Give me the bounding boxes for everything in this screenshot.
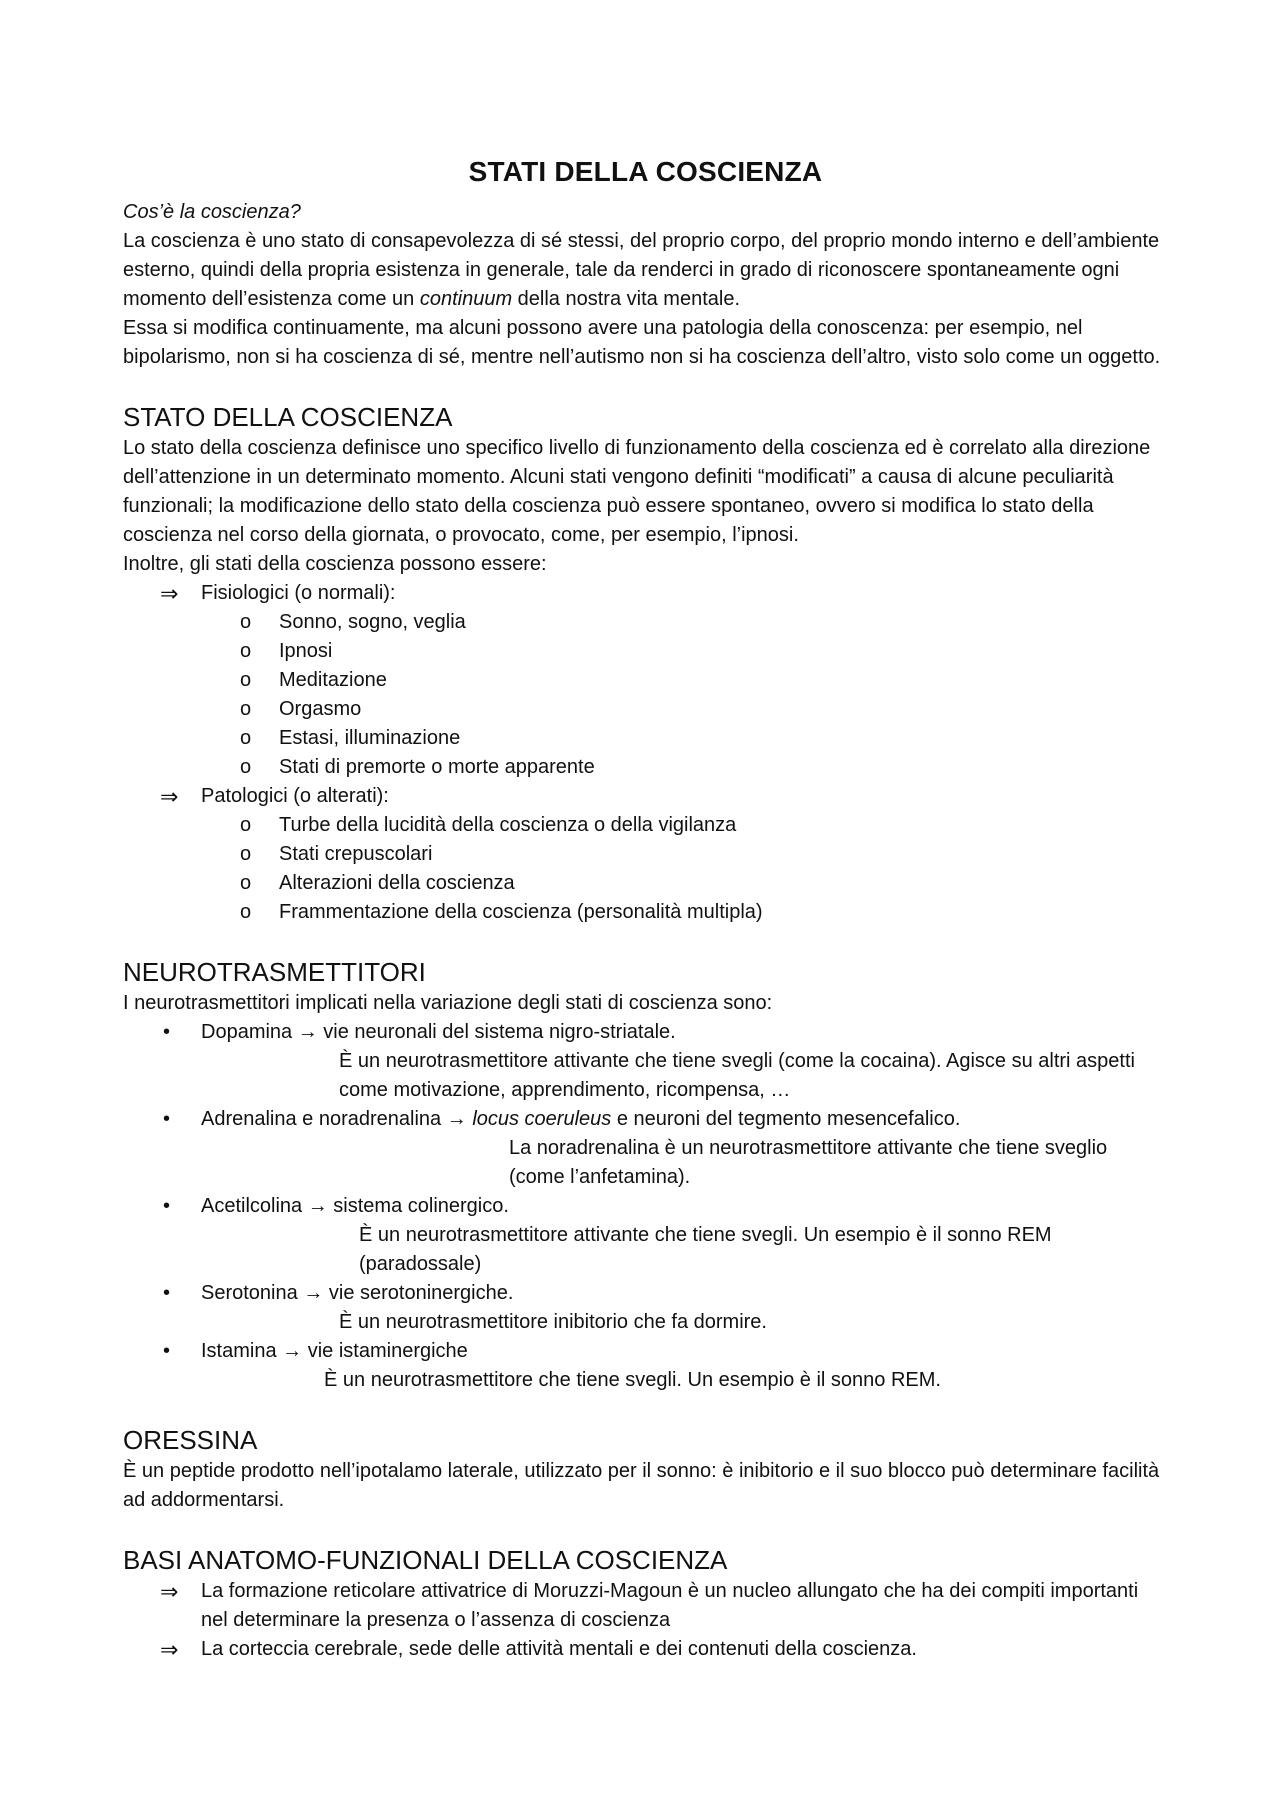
neuro-name: Serotonina [201, 1282, 298, 1304]
list-item-text: Turbe della lucidità della coscienza o della vigilanza [279, 814, 737, 836]
right-arrow-icon: → [297, 1021, 318, 1043]
intro-text: La coscienza è uno stato di consapevolezza di sé stessi, del proprio corpo, del proprio mondo interno e dell’ambiente esterno, quindi della propria esistenza in generale, tale da renderci in grado di riconoscere spontaneamente ogni momento dell’esistenza come un [123, 230, 1160, 310]
bullet-icon: • [163, 1021, 171, 1043]
double-arrow-icon: ⇒ [160, 1579, 179, 1604]
bullet-icon: • [163, 1108, 171, 1130]
stato-paragraph: Lo stato della coscienza definisce uno specifico livello di funzionamento della coscienza ed è correlato alla direzione dell’attenzione in un determinato momento. Alcuni stati vengono definiti “modificati” a causa di alcune peculiarità funzionali; la modificazione dello stato della coscienza può essere spontaneo, ovvero si modifica lo stato della coscienza nel corso della giornata, o provocato, come, per esempio, l’ipnosi. [123, 437, 1151, 546]
group-label: Fisiologici (o normali): [201, 582, 396, 604]
section-heading-neurotrasmettitori: NEUROTRASMETTITORI [123, 957, 426, 987]
circle-bullet-icon: o [240, 611, 252, 633]
neuro-detail: È un neurotrasmettitore attivante che tiene svegli (come la cocaina). Agisce su altri aspetti come motivazione, apprendimento, ricompensa, … [339, 1050, 1135, 1101]
neuro-name: Istamina [201, 1340, 277, 1362]
neuro-pathway-emphasis: locus coeruleus [472, 1108, 612, 1130]
neuro-detail: È un neurotrasmettitore inibitorio che fa dormire. [339, 1311, 767, 1333]
circle-bullet-icon: o [240, 872, 252, 894]
page-title: STATI DELLA COSCIENZA [468, 156, 823, 187]
list-item-text: Stati crepuscolari [279, 843, 433, 865]
section-heading-oressina: ORESSINA [123, 1425, 258, 1455]
list-item-text: Orgasmo [279, 698, 362, 720]
group-fisiologici [123, 579, 1168, 608]
neuro-detail: È un neurotrasmettitore attivante che tiene svegli. Un esempio è il sonno REM (paradossale) [359, 1224, 1052, 1275]
stato-groups [123, 579, 1168, 927]
list-item [123, 666, 1168, 695]
circle-bullet-icon: o [240, 727, 252, 749]
neuro-item-dopamina [123, 1018, 1168, 1105]
neuro-item-acetilcolina [123, 1192, 1168, 1279]
neuro-pathway: vie serotoninergiche. [328, 1282, 514, 1304]
list-item [123, 608, 1168, 637]
section-heading-basi: BASI ANATOMO-FUNZIONALI DELLA COSCIENZA [123, 1545, 728, 1575]
list-item-text: Alterazioni della coscienza [279, 872, 515, 894]
neuro-item-serotonina [123, 1279, 1168, 1337]
list-item-text: Sonno, sogno, veglia [279, 611, 466, 633]
right-arrow-icon: → [307, 1195, 328, 1217]
list-item-text: La formazione reticolare attivatrice di Moruzzi-Magoun è un nucleo allungato che ha dei compiti importanti nel determinare la presenza o l’assenza di coscienza [201, 1580, 1139, 1631]
intro-text-end: della nostra vita mentale. [512, 288, 741, 310]
circle-bullet-icon: o [240, 901, 252, 923]
intro-emphasis: continuum [419, 288, 513, 310]
neuro-pathway: vie istaminergiche [307, 1340, 468, 1362]
neuro-pathway: sistema colinergico. [333, 1195, 509, 1217]
list-item [123, 753, 1168, 782]
intro-paragraph-1 [123, 227, 1168, 314]
neuro-name: Acetilcolina [201, 1195, 303, 1217]
neuro-name: Dopamina [201, 1021, 293, 1043]
neuro-pathway: vie neuronali del sistema nigro-striatale. [323, 1021, 676, 1043]
list-item [123, 1577, 1168, 1635]
neuro-list [123, 1018, 1168, 1395]
neuro-detail: La noradrenalina è un neurotrasmettitore attivante che tiene sveglio (come l’anfetamina). [509, 1137, 1108, 1188]
group-patologici [123, 782, 1168, 811]
list-item [123, 637, 1168, 666]
list-item [123, 840, 1168, 869]
stato-lead: Inoltre, gli stati della coscienza possono essere: [123, 553, 547, 575]
neuro-pathway: e neuroni del tegmento mesencefalico. [611, 1108, 961, 1130]
double-arrow-icon: ⇒ [160, 581, 179, 606]
neuro-item-adrenalina [123, 1105, 1168, 1192]
bullet-icon: • [163, 1282, 171, 1304]
bullet-icon: • [163, 1340, 171, 1362]
list-item-text: Meditazione [279, 669, 387, 691]
section-heading-stato: STATO DELLA COSCIENZA [123, 402, 453, 432]
list-item [123, 869, 1168, 898]
list-item-text: Ipnosi [279, 640, 333, 662]
list-item-text: Frammentazione della coscienza (personalità multipla) [279, 901, 763, 923]
double-arrow-icon: ⇒ [160, 784, 179, 809]
list-item-text: Stati di premorte o morte apparente [279, 756, 595, 778]
group-label: Patologici (o alterati): [201, 785, 389, 807]
neuro-lead: I neurotrasmettitori implicati nella variazione degli stati di coscienza sono: [123, 992, 773, 1014]
right-arrow-icon: → [446, 1108, 467, 1130]
circle-bullet-icon: o [240, 698, 252, 720]
document-body [123, 152, 1168, 1664]
list-item [123, 695, 1168, 724]
neuro-detail: È un neurotrasmettitore che tiene svegli. Un esempio è il sonno REM. [324, 1369, 941, 1391]
neuro-item-istamina [123, 1337, 1168, 1395]
circle-bullet-icon: o [240, 756, 252, 778]
list-item-text: Estasi, illuminazione [279, 727, 461, 749]
intro-question: Cos’è la coscienza? [123, 201, 301, 223]
list-item [123, 1635, 1168, 1664]
basi-list [123, 1577, 1168, 1664]
circle-bullet-icon: o [240, 843, 252, 865]
right-arrow-icon: → [303, 1282, 324, 1304]
bullet-icon: • [163, 1195, 171, 1217]
double-arrow-icon: ⇒ [160, 1637, 179, 1662]
list-item [123, 898, 1168, 927]
circle-bullet-icon: o [240, 814, 252, 836]
list-item [123, 724, 1168, 753]
circle-bullet-icon: o [240, 669, 252, 691]
neuro-name: Adrenalina e noradrenalina [201, 1108, 442, 1130]
right-arrow-icon: → [282, 1340, 303, 1362]
intro-paragraph-2: Essa si modifica continuamente, ma alcuni possono avere una patologia della conoscenza: per esempio, nel bipolarismo, non si ha coscienza di sé, mentre nell’autismo non si ha coscienza dell’altro, visto solo come un oggetto. [123, 317, 1161, 368]
oressina-paragraph: È un peptide prodotto nell’ipotalamo laterale, utilizzato per il sonno: è inibitorio e il suo blocco può determinare facilità ad addormentarsi. [123, 1460, 1160, 1511]
circle-bullet-icon: o [240, 640, 252, 662]
list-item [123, 811, 1168, 840]
list-item-text: La corteccia cerebrale, sede delle attività mentali e dei contenuti della coscienza. [201, 1638, 917, 1660]
